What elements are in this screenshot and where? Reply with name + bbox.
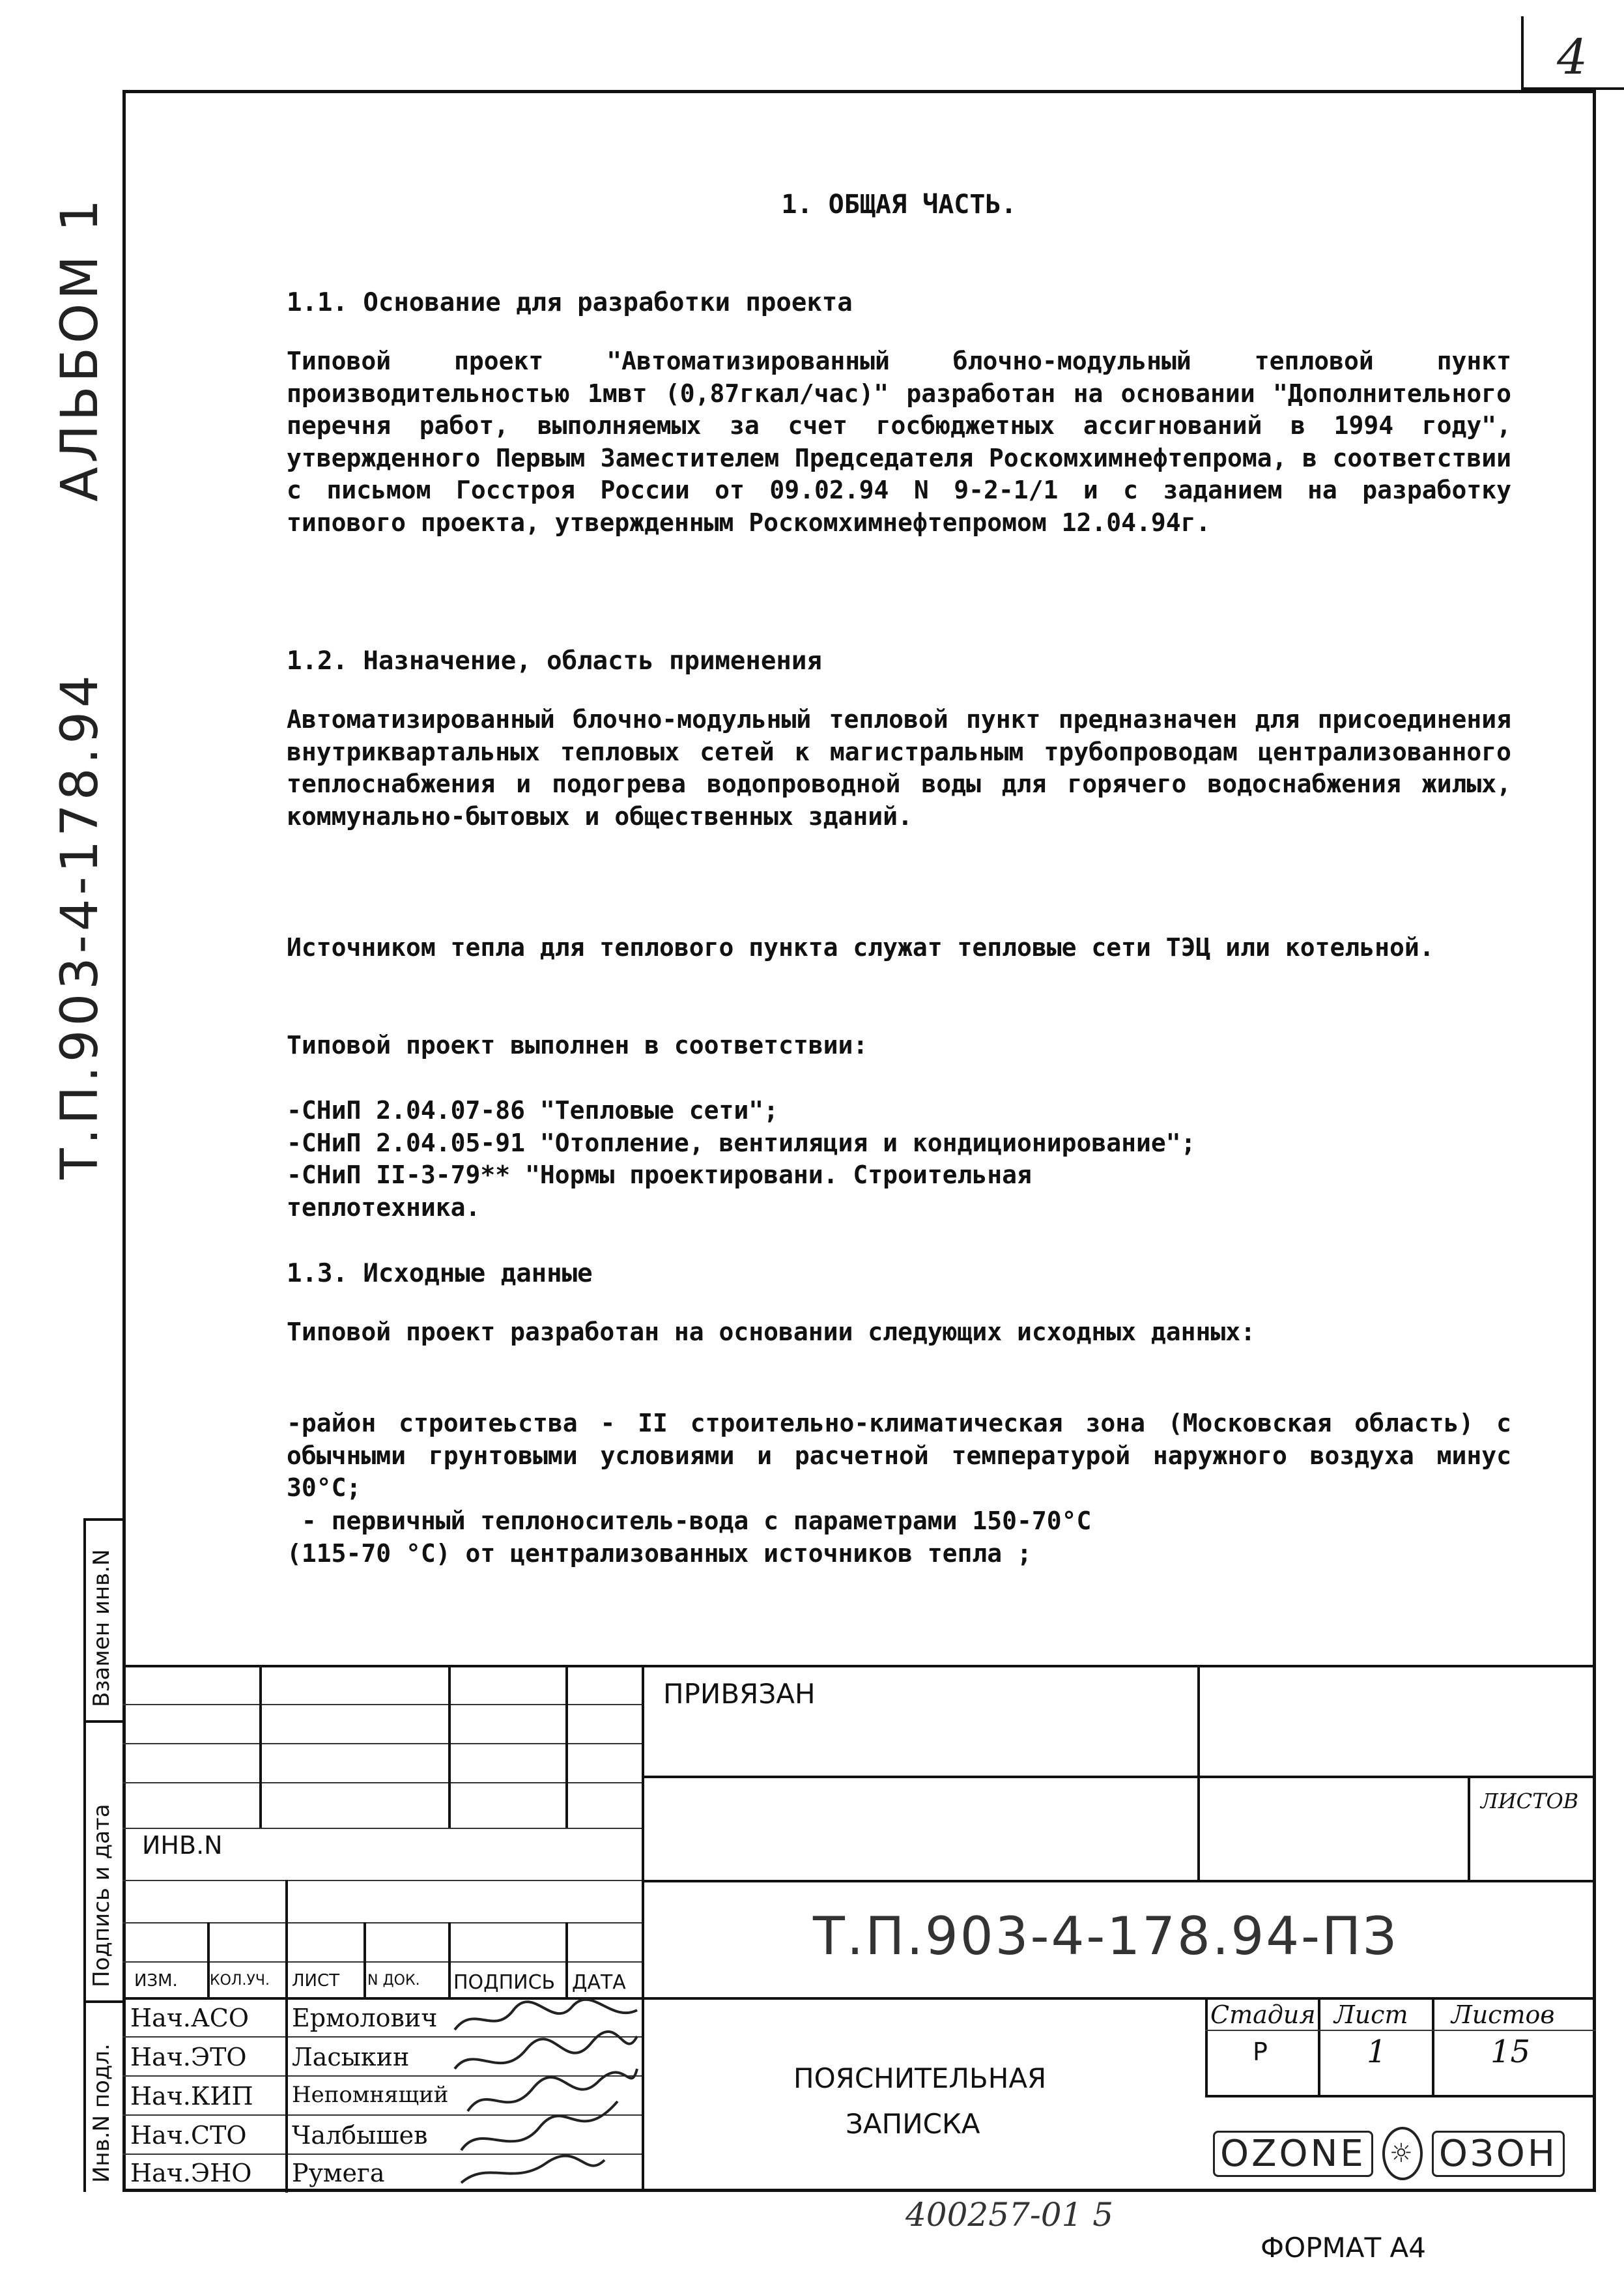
ozone-logo — [1213, 2118, 1565, 2189]
para-1-3-a: Типовой проект разработан на основании следующих исходных данных: — [287, 1318, 1256, 1346]
col-podpis: ПОДПИСЬ — [453, 1971, 556, 1994]
sheet-label: Лист — [1334, 2000, 1408, 2029]
para-1-1: Типовой проект "Автоматизированный блочно-модульный тепловой пункт производительностью 1мвт (0,87гкал/час)" разработан на основании "Дополнительного перечня работ, выполняемых за счет госбюджетных ассигнований в 1994 году", утвержденного Первым Заместителем Председателя Роскомхимнефтепрома, в соответствии с письмом Госстроя России от 09.02.94 N 9-2-1/1 и с заданием на разработку типового проекта, утвержденным Роскомхимнефтепромом 12.04.94г. — [287, 347, 1511, 537]
role-name: Непомнящий — [292, 2082, 449, 2108]
col-ndok: N ДОК. — [367, 1972, 420, 1989]
logo-emblem-icon: ☼ — [1382, 2127, 1423, 2180]
stage-label: Стадия — [1210, 2000, 1316, 2029]
col-izm: ИЗМ. — [134, 1971, 178, 1991]
handwritten-number: 400257-01 5 — [905, 2196, 1114, 2234]
role-name: Румега — [292, 2159, 385, 2187]
heading-1-3: 1.3. Исходные данные — [287, 1259, 593, 1288]
sheet-number: 4 — [1557, 29, 1588, 85]
side-document-code: Т.П.903-4-178.94 — [51, 671, 109, 1179]
role-row: Нач.СТО — [130, 2121, 247, 2150]
privyazan-label: ПРИВЯЗАН — [663, 1678, 816, 1710]
norm-item: -СНиП 2.04.07-86 "Тепловые сети"; — [287, 1096, 778, 1125]
para-1-3-item2-line2: (115-70 °С) от централизованных источников тепла ; — [287, 1539, 1032, 1568]
document-code: Т.П.903-4-178.94-ПЗ — [813, 1906, 1399, 1967]
norm-item: теплотехника. — [287, 1192, 481, 1222]
album-label: АЛЬБОМ 1 — [51, 195, 109, 502]
strip-podpis: Подпись и дата — [89, 1804, 115, 1987]
para-1-3-item2-line1: - первичный теплоноситель-вода с параметрами 150-70°С — [287, 1506, 1092, 1535]
col-data: ДАТА — [572, 1971, 626, 1994]
norms-list — [287, 1095, 1196, 1224]
heading-1-1: 1.1. Основание для разработки проекта — [287, 288, 853, 317]
inv-label: ИНВ.N — [142, 1831, 223, 1860]
sheet-value: 1 — [1367, 2034, 1387, 2070]
listov-top-label: ЛИСТОВ — [1481, 1789, 1579, 1813]
sheets-value: 15 — [1490, 2034, 1531, 2070]
role-name: Ермолович — [292, 2004, 438, 2032]
format-label: ФОРМАТ А4 — [1261, 2232, 1426, 2264]
role-name: Чалбышев — [292, 2121, 428, 2150]
role-name: Ласыкин — [292, 2043, 410, 2071]
para-1-2-b: Источником тепла для теплового пункта служат тепловые сети ТЭЦ или котельной. — [287, 933, 1434, 962]
role-row: Нач.КИП — [130, 2082, 253, 2111]
role-row: Нач.ЭТО — [130, 2043, 247, 2071]
logo-right-text: ОЗОН — [1432, 2131, 1565, 2177]
para-1-3-item1: -район строитеьства - II строительно-климатическая зона (Московская область) с обычными грунтовыми условиями и расчетной температурой наружного воздуха минус 30°С; — [287, 1409, 1511, 1502]
col-list: ЛИСТ — [292, 1971, 340, 1991]
norm-item: -СНиП 2.04.05-91 "Отопление, вентиляция и кондиционирование"; — [287, 1128, 1196, 1157]
sheets-label: Листов — [1451, 2000, 1555, 2029]
section-title: 1. ОБЩАЯ ЧАСТЬ. — [781, 190, 1017, 220]
para-1-2-c: Типовой проект выполнен в соответствии: — [287, 1031, 868, 1059]
norm-item: -СНиП II-3-79** "Нормы проектировани. Строительная — [287, 1160, 1032, 1189]
heading-1-2: 1.2. Назначение, область применения — [287, 646, 822, 676]
doc-title-line2: ЗАПИСКА — [846, 2108, 980, 2140]
signatures-icon — [448, 1997, 644, 2193]
strip-invpodl: Инв.N подл. — [89, 2043, 115, 2183]
role-row: Нач.АСО — [130, 2004, 249, 2032]
col-kolich: КОЛ.УЧ. — [210, 1972, 270, 1989]
doc-title-line1: ПОЯСНИТЕЛЬНАЯ — [793, 2062, 1047, 2094]
stage-value: Р — [1253, 2038, 1268, 2066]
para-1-2-a: Автоматизированный блочно-модульный тепловой пункт предназначен для присоединения внутриквартальных тепловых сетей к магистральным трубопроводам централизованного теплоснабжения и подогрева водопроводной воды для горячего водоснабжения жилых, коммунально-бытовых и общественных зданий. — [287, 705, 1511, 831]
role-row: Нач.ЭНО — [130, 2159, 252, 2187]
title-block — [122, 1665, 1596, 2192]
logo-left-text: OZONE — [1213, 2131, 1373, 2177]
strip-vzamen: Взамен инв.N — [89, 1549, 115, 1707]
